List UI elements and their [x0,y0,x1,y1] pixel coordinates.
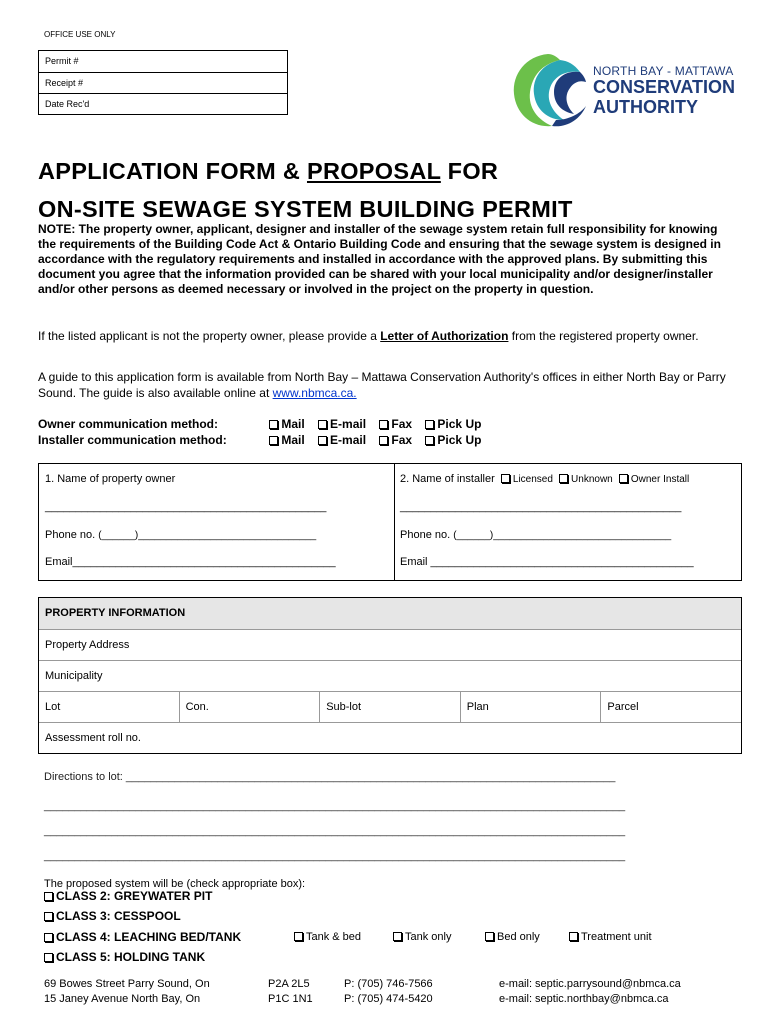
title-part-a: APPLICATION FORM & [38,158,307,184]
owner-name-input[interactable]: ______________________________________________ [45,501,327,513]
assessment-roll-field[interactable]: Assessment roll no. [39,722,741,753]
title-line2: ON-SITE SEWAGE SYSTEM BUILDING PERMIT [38,196,573,222]
option-label: Licensed [512,474,553,485]
option-label: Treatment unit [581,931,652,943]
installer-phone-row [400,529,671,541]
tank-and-bed-option[interactable] [294,931,361,943]
owner-comm-row [38,417,491,432]
option-label: Unknown [571,474,613,485]
property-info-table [38,597,742,754]
installer-email-input[interactable]: Email ___________________________________________ [400,556,694,568]
checkbox-icon[interactable] [44,892,53,901]
checkbox-icon[interactable] [559,474,568,483]
installer-comm-label: Installer communication method: [38,433,227,447]
checkbox-icon[interactable] [379,420,388,429]
installer-name-row [400,473,689,485]
plan-field[interactable]: Plan [460,692,601,722]
property-info-header: PROPERTY INFORMATION [39,598,741,629]
class3-label: CLASS 3: CESSPOOL [56,909,181,923]
bed-only-option[interactable] [485,931,540,943]
installer-email-option[interactable] [318,433,366,447]
municipality-field[interactable]: Municipality [39,660,741,691]
note-paragraph: NOTE: The property owner, applicant, designer and installer of the sewage system retain full responsibility for knowing the requirements of the Building Code Act & Ontario Building Code and ensuring that the sewage system is designed in accordance with the regulatory requirements and installed in accordance with the approved plans. By submitting this document you agree that the information provided can be shared with your local municipality and/or designer/installer and/or other persons as deemed necessary or involved in the project on the property in question. [38,222,721,296]
footer-email-northbay: e-mail: septic.northbay@nbmca.ca [499,993,669,1005]
checkbox-icon[interactable] [294,932,303,941]
owner-comm-label: Owner communication method: [38,417,219,431]
checkbox-icon[interactable] [318,420,327,429]
footer-email-parrysound: e-mail: septic.parrysound@nbmca.ca [499,978,681,990]
auth-text-post: from the registered property owner. [508,329,699,343]
title-part-c: FOR [440,158,499,184]
office-use-box [38,50,288,115]
letter-of-authorization: Letter of Authorization [380,329,509,343]
option-label: Tank & bed [306,931,362,943]
installer-name-input[interactable]: ______________________________________________ [400,501,682,513]
unknown-option[interactable] [559,474,613,485]
installer-pickup-option[interactable] [425,433,481,447]
installer-fax-option[interactable] [379,433,412,447]
guide-paragraph [38,369,738,401]
option-label: Bed only [497,931,540,943]
phone-label: Phone no. [400,529,451,541]
installer-name-label: 2. Name of installer [400,473,495,485]
checkbox-icon[interactable] [379,436,388,445]
owner-email-option[interactable] [318,417,366,431]
footer-address-parrysound: 69 Bowes Street Parry Sound, On [44,978,210,990]
owner-name-label: 1. Name of property owner [45,473,176,485]
auth-text-pre: If the listed applicant is not the property owner, please provide a [38,329,381,343]
checkbox-icon[interactable] [569,932,578,941]
checkbox-icon[interactable] [318,436,327,445]
class2-option[interactable] [44,889,212,903]
guide-text: A guide to this application form is available from North Bay – Mattawa Conservation Authority's offices in either North Bay or Parry Sound. The guide is also available online at [38,370,726,400]
footer-postal-northbay: P1C 1N1 [268,993,313,1005]
owner-fax-option[interactable] [379,417,412,431]
office-use-label: OFFICE USE ONLY [44,30,116,39]
footer-phone-parrysound: P: (705) 746-7566 [344,978,433,990]
directions-line[interactable]: _______________________________________________________________________________________________ [44,850,626,862]
box-divider [394,464,395,580]
class4-label: CLASS 4: LEACHING BED/TANK [56,930,242,944]
option-label: Pick Up [437,417,482,431]
parcel-field[interactable]: Parcel [600,692,741,722]
checkbox-icon[interactable] [44,953,53,962]
permit-field[interactable]: Permit # [45,56,79,66]
title-part-b: PROPOSAL [306,158,441,184]
authorization-paragraph [38,328,738,344]
property-address-field[interactable]: Property Address [39,629,741,660]
logo-line3: AUTHORITY [593,97,698,117]
installer-phone-input[interactable]: (______)________________________________ [453,530,672,541]
directions-line[interactable]: _______________________________________________________________________________________________ [44,800,626,812]
footer-phone-northbay: P: (705) 474-5420 [344,993,433,1005]
form-title [38,152,573,228]
owner-email-input[interactable]: Email___________________________________________ [45,556,336,568]
owner-phone-input[interactable]: (______)________________________________ [98,530,317,541]
sublot-field[interactable]: Sub-lot [319,692,460,722]
owner-mail-option[interactable] [269,417,304,431]
date-received-field[interactable]: Date Rec'd [39,93,287,114]
con-field[interactable]: Con. [179,692,320,722]
owner-pickup-option[interactable] [425,417,481,431]
receipt-field[interactable]: Receipt # [39,72,287,93]
option-label: E-mail [330,417,367,431]
owner-installer-box [38,463,742,581]
class5-option[interactable] [44,950,205,964]
option-label: Mail [281,433,305,447]
installer-mail-option[interactable] [269,433,304,447]
directions-field[interactable]: Directions to lot: ________________________________________________________________________________ [44,771,616,783]
owner-phone-row [45,529,316,541]
nbmca-logo [508,50,738,130]
class4-option[interactable] [44,930,241,944]
checkbox-icon[interactable] [425,436,434,445]
option-label: Owner Install [630,474,690,485]
checkbox-icon[interactable] [501,474,510,483]
option-label: Fax [391,417,413,431]
nbmca-link[interactable]: www.nbmca.ca. [272,386,357,400]
option-label: Fax [391,433,413,447]
phone-label: Phone no. [45,529,96,541]
option-label: Tank only [405,931,452,943]
checkbox-icon[interactable] [44,912,53,921]
water-swirl-icon [508,50,590,130]
footer-address-northbay: 15 Janey Avenue North Bay, On [44,993,201,1005]
option-label: Mail [281,417,305,431]
class5-label: CLASS 5: HOLDING TANK [56,950,206,964]
owner-install-option[interactable] [619,474,689,485]
treatment-unit-option[interactable] [569,931,652,943]
footer-postal-parrysound: P2A 2L5 [268,978,310,990]
checkbox-icon[interactable] [425,420,434,429]
class2-label: CLASS 2: GREYWATER PIT [56,889,213,903]
checkbox-icon[interactable] [393,932,402,941]
checkbox-icon[interactable] [44,933,53,942]
lot-field[interactable]: Lot [45,701,61,713]
checkbox-icon[interactable] [485,932,494,941]
logo-line1: NORTH BAY - MATTAWA [593,64,734,78]
option-label: Pick Up [437,433,482,447]
checkbox-icon[interactable] [269,420,278,429]
checkbox-icon[interactable] [619,474,628,483]
option-label: E-mail [330,433,367,447]
proposed-system-label: The proposed system will be (check appropriate box): [44,878,306,890]
installer-comm-row [38,433,491,448]
tank-only-option[interactable] [393,931,451,943]
class3-option[interactable] [44,909,181,923]
logo-line2: CONSERVATION [593,77,736,97]
directions-line[interactable]: _______________________________________________________________________________________________ [44,825,626,837]
lot-row [39,691,741,722]
licensed-option[interactable] [501,474,553,485]
checkbox-icon[interactable] [269,436,278,445]
